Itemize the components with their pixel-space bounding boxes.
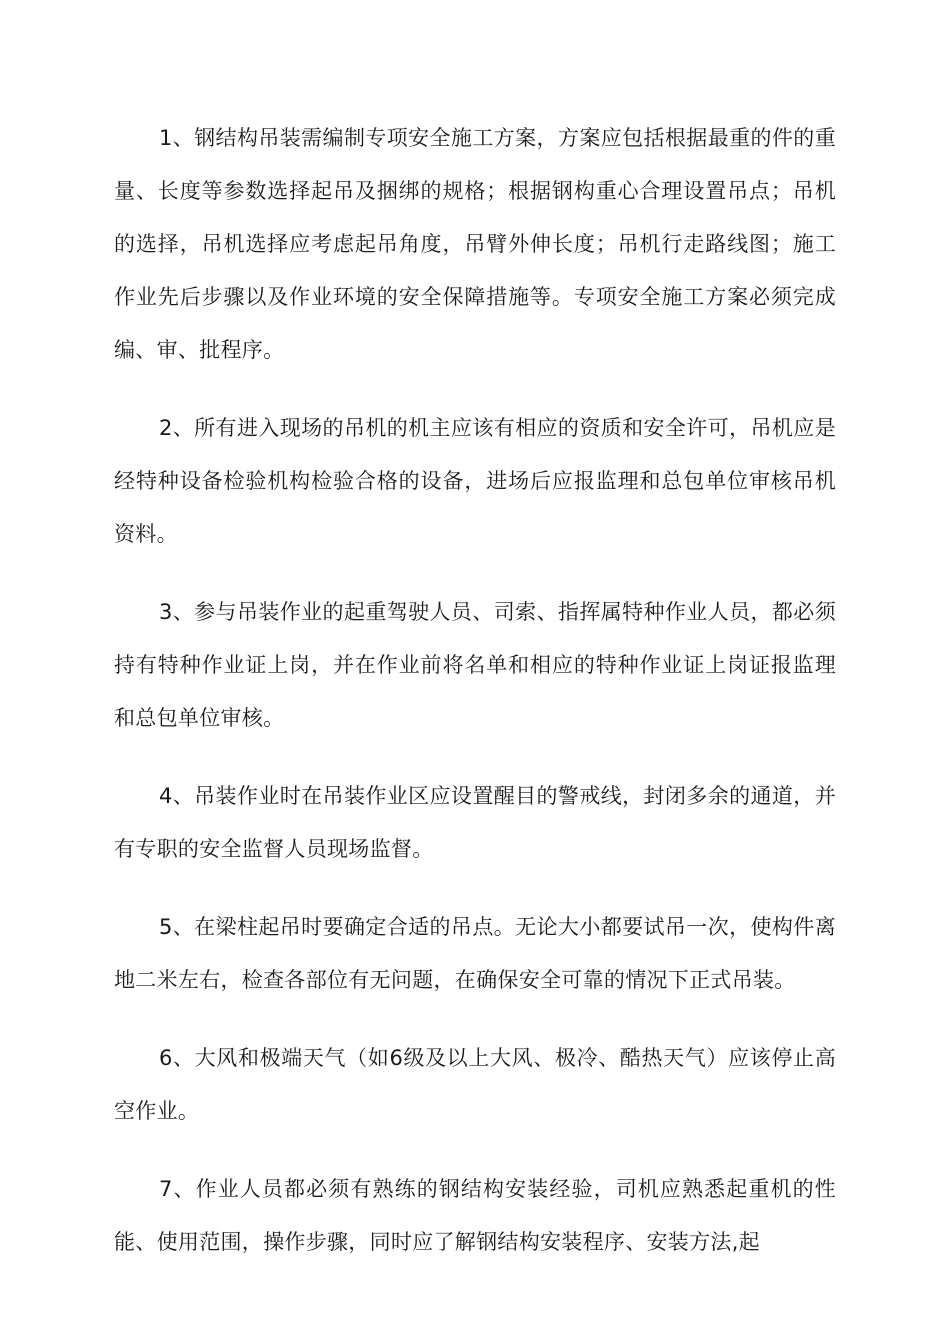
document-body <box>114 112 836 1269</box>
paragraph-3: 3、参与吊装作业的起重驾驶人员、司索、指挥属特种作业人员，都必须持有特种作业证上岗，并在作业前将名单和相应的特种作业证上岗证报监理和总包单位审核。 <box>114 600 836 730</box>
paragraph-6: 6、大风和极端天气（如6级及以上大风、极冷、酷热天气）应该停止高空作业。 <box>114 1046 836 1123</box>
paragraph-7: 7、作业人员都必须有熟练的钢结构安装经验，司机应熟悉起重机的性能、使用范围，操作步骤，同时应了解钢结构安装程序、安装方法,起 <box>114 1177 836 1254</box>
paragraph-2: 2、所有进入现场的吊机的机主应该有相应的资质和安全许可，吊机应是经特种设备检验机构检验合格的设备，进场后应报监理和总包单位审核吊机资料。 <box>114 416 836 546</box>
paragraph-4: 4、吊装作业时在吊装作业区应设置醒目的警戒线，封闭多余的通道，并有专职的安全监督人员现场监督。 <box>114 784 836 861</box>
paragraph-5: 5、在梁柱起吊时要确定合适的吊点。无论大小都要试吊一次，使构件离地二米左右，检查各部位有无问题，在确保安全可靠的情况下正式吊装。 <box>114 915 836 992</box>
paragraph-1: 1、钢结构吊装需编制专项安全施工方案，方案应包括根据最重的件的重量、长度等参数选择起吊及捆绑的规格；根据钢构重心合理设置吊点；吊机的选择，吊机选择应考虑起吊角度，吊臂外伸长度；吊机行走路线图；施工作业先后步骤以及作业环境的安全保障措施等。专项安全施工方案必须完成编、审、批程序。 <box>114 126 836 362</box>
